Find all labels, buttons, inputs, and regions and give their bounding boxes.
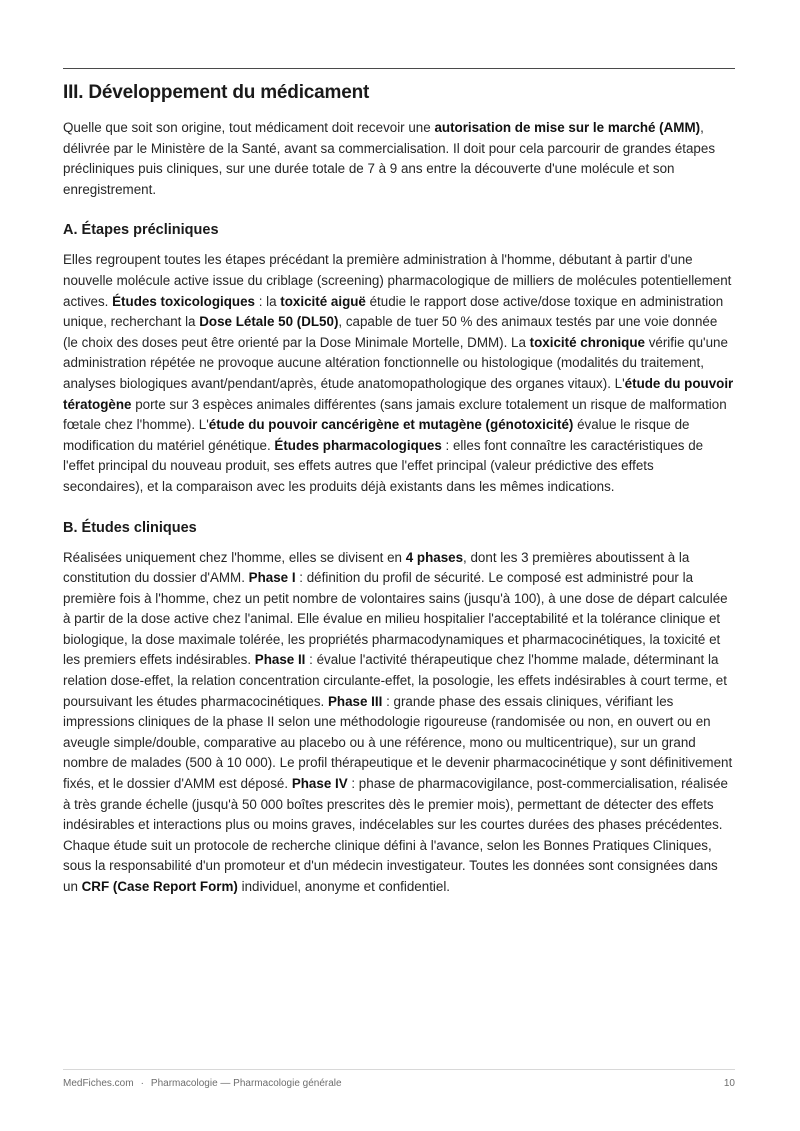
text-run: : elles font connaître les caractéristiques de l'effet principal du nouveau produit, ses effets autres que l'effet principal (valeur prédictive des effets secondaires), et la comparaison avec les produits déjà existants dans les mêmes indications.	[63, 437, 704, 494]
bold-term: étude du pouvoir cancérigène et mutagène (génotoxicité)	[208, 417, 574, 433]
text-run: individuel, anonyme et confidentiel.	[237, 879, 451, 894]
bold-term: Études pharmacologiques	[274, 437, 442, 453]
bold-term: toxicité chronique	[529, 334, 645, 350]
page-footer	[63, 1069, 735, 1091]
footer-site: MedFiches.com	[63, 1078, 134, 1089]
text-run: Quelle que soit son origine, tout médicament doit recevoir une	[63, 120, 435, 135]
clinical-heading: B. Études cliniques	[63, 519, 197, 536]
text-run: : phase de pharmacovigilance, post-commercialisation, réalisée à très grande échelle (jusqu'à 50 000 boîtes prescrites dès le premier mois), permettant de détecter des effets indésirables et interactions plus ou moins graves, indécelables sur les courtes durées des phases précédentes. Chaque étude suit un protocole de recherche clinique défini à l'avance, selon les Bonnes Pratiques Cliniques, sous la responsabilité d'un promoteur et d'un médecin investigateur. Toutes les données sont consignées dans un	[63, 776, 728, 894]
preclinical-heading: A. Étapes précliniques	[63, 222, 219, 239]
preclinical-paragraph	[63, 250, 735, 497]
bold-term: étude du pouvoir tératogène	[63, 375, 734, 412]
bold-term: Études toxicologiques	[112, 293, 255, 309]
footer-subject: Pharmacologie — Pharmacologie générale	[150, 1078, 342, 1089]
text-run: vérifie qu'une administration répétée ne provoque aucune altération fonctionnelle ou histologique (modalités du traitement, analyses biologiques avant/pendant/après, étude anatomopathologique des organes vitaux). L'	[63, 334, 728, 391]
text-run: , capable de tuer 50 % des animaux testés par une voie donnée (le choix des doses peut être orienté par la Dose Minimale Mortelle, DMM). La	[63, 314, 718, 350]
text-run: Elles regroupent toutes les étapes précédant la première administration à l'homme, débutant à partir d'une nouvelle molécule active issue du criblage (screening) pharmacologique de milliers de molécules potentiellement actives.	[63, 252, 732, 309]
bold-term: Dose Létale 50 (DL50)	[199, 314, 339, 330]
bold-term: CRF (Case Report Form)	[81, 879, 238, 894]
page-number: 10	[723, 1078, 735, 1089]
bold-term: Phase I	[248, 570, 296, 586]
bold-term: toxicité aiguë	[280, 293, 366, 309]
text-run: : définition du profil de sécurité. Le composé est administré pour la première fois à l'homme, chez un petit nombre de volontaires sains (jusqu'à 100), à une dose de départ calculée à partir de la dose active chez l'animal. Elle évalue en milieu hospitalier l'acceptabilité et la tolérance clinique et biologique, la dose maximale tolérée, les propriétés pharmacodynamiques et pharmacocinétiques, la toxicité et les premiers effets indésirables.	[63, 570, 728, 668]
page-content	[63, 80, 735, 898]
clinical-paragraph	[63, 548, 735, 898]
document-page	[63, 0, 735, 1131]
text-run: : grande phase des essais cliniques, vérifiant les impressions cliniques de la phase II selon une méthodologie rigoureuse (randomisée ou non, en ouvert ou en aveugle simple/double, comparative au placebo ou à une référence, mono ou multicentrique), sur un grand nombre de malades (500 à 10 000). Le profil thérapeutique et le devenir pharmacocinétique y sont définitivement fixés, et le dossier d'AMM est déposé.	[63, 693, 733, 792]
text-run: , délivrée par le Ministère de la Santé, avant sa commercialisation. Il doit pour cela parcourir de grandes étapes précliniques puis cliniques, sur une durée totale de 7 à 9 ans entre la découverte d'une molécule et son enregistrement.	[63, 120, 716, 197]
text-run: étudie le rapport dose active/dose toxique en administration unique, recherchant la	[63, 293, 724, 330]
bold-term: 4 phases	[405, 549, 464, 565]
bold-term: Phase III	[328, 693, 383, 709]
text-run: porte sur 3 espèces animales différentes (sans jamais exclure totalement un risque de malformation fœtale chez l'homme). L'	[63, 396, 727, 433]
text-run: : la	[254, 293, 281, 309]
top-divider	[63, 68, 735, 69]
text-run: : évalue l'activité thérapeutique chez l'homme malade, déterminant la relation dose-effet, la relation concentration circulante-effet, la posologie, les effets indésirables à court terme, et poursuivant les études pharmacocinétiques.	[63, 652, 727, 709]
section-title: III. Développement du médicament	[63, 82, 370, 103]
footer-separator: ·	[140, 1078, 144, 1089]
bold-term: autorisation de mise sur le marché (AMM)	[434, 120, 701, 135]
bold-term: Phase IV	[291, 776, 348, 792]
text-run: évalue le risque de modification du matériel génétique.	[63, 417, 690, 453]
bold-term: Phase II	[254, 652, 306, 668]
text-run: Réalisées uniquement chez l'homme, elles se divisent en	[63, 549, 406, 565]
text-run: , dont les 3 premières aboutissent à la constitution du dossier d'AMM.	[63, 549, 690, 586]
intro-paragraph	[63, 118, 735, 200]
